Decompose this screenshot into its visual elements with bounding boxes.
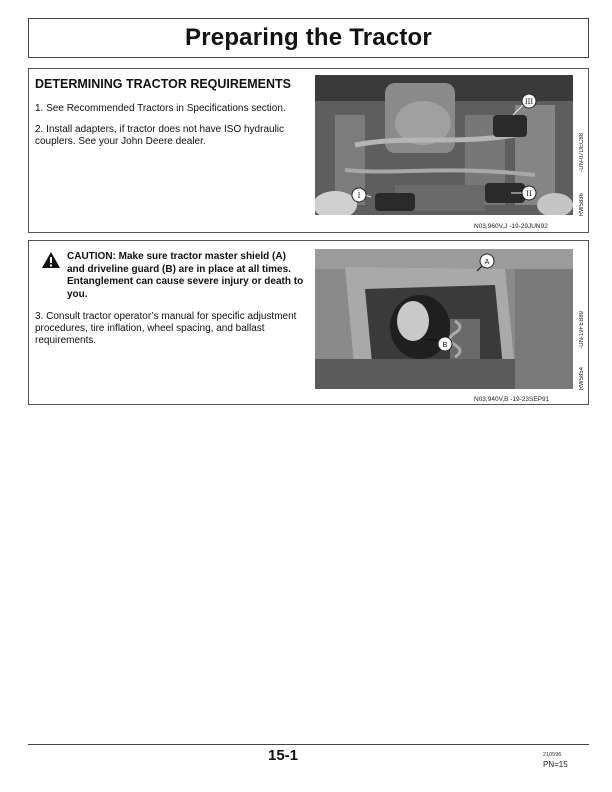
caution-text: CAUTION: Make sure tractor master shield (A) and driveline guard (B) are in place at all times. Entanglement can cause severe injury or death to you. bbox=[67, 251, 304, 300]
shield-label-b: B bbox=[442, 342, 448, 349]
section-shields bbox=[28, 240, 589, 405]
coupler-label-ii: II bbox=[526, 190, 532, 198]
step-3: 3. Consult tractor operator’s manual for specific adjustment procedures, tire inflation, wheel spacing, and ballast requirements. bbox=[35, 311, 297, 346]
pn-marker: PN=15 bbox=[543, 760, 568, 769]
figure-id: RW5836 bbox=[579, 193, 585, 217]
section-text bbox=[35, 247, 305, 356]
coupler-label-iii: III bbox=[524, 98, 534, 106]
figure-id: RW5854 bbox=[579, 367, 585, 391]
footer-rule bbox=[28, 744, 589, 745]
page-title: Preparing the Tractor bbox=[185, 24, 432, 51]
section-text bbox=[35, 75, 305, 157]
page-title-box bbox=[28, 18, 589, 58]
page-number: 15-1 bbox=[268, 747, 299, 764]
step-2: 2. Install adapters, if tractor does not have ISO hydraulic couplers. See your John Deere dealer. bbox=[35, 124, 285, 147]
coupler-label-i: I bbox=[357, 192, 361, 200]
shield-label-a: A bbox=[484, 259, 490, 266]
step-1: 1. See Recommended Tractors in Specifications section. bbox=[35, 103, 286, 114]
master-shield-photo bbox=[315, 249, 573, 389]
figure-caption: N03,960V,J -19-29JUN92 bbox=[474, 223, 548, 230]
section-heading: DETERMINING TRACTOR REQUIREMENTS bbox=[35, 77, 292, 91]
hydraulic-couplers-photo bbox=[315, 75, 573, 215]
figure-caption: N03,940V,B -19-23SEP91 bbox=[474, 396, 550, 403]
doc-code: 210596 bbox=[543, 752, 562, 758]
warning-triangle-icon bbox=[41, 251, 61, 274]
section-tractor-requirements bbox=[28, 68, 589, 233]
figure-id-date: -UN-19FEB89 bbox=[579, 311, 585, 349]
caution-block bbox=[41, 251, 305, 301]
figure-id-date: -UN-07DEC88 bbox=[579, 133, 585, 172]
